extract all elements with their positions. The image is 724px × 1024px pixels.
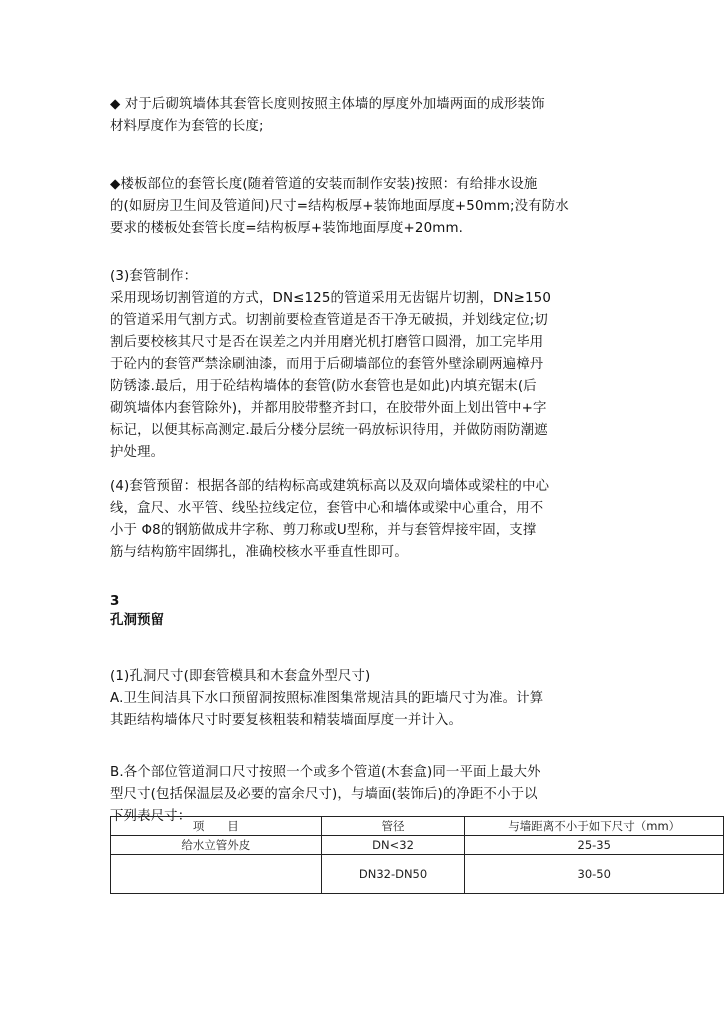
paragraph-sleeve-fabrication: (3)套管制作： 采用现场切割管道的方式，DN≤125的管道采用无齿锯片切割，DN≥150 的管道采用气割方式。切割前要检查管道是否干净无破损，并划线定位;切 割后要校核其尺寸是否在误差之内并用磨光机打磨管口圆滑，加工完毕用 于砼内的套管严禁涂刷油漆，而用于后砌墙部位的套管外壁涂刷两遍樟丹 防锈漆.最后，用于砼结构墙体的套管(防水套管也是如此)内填充锯末(后 砌筑墙体内套管除外)，并都用胶带整齐封口，在胶带外面上划出管中+字 标记，以便其标高测定.最后分楼分层统一码放标识待用，并做防雨防潮遮 护处理。: [110, 269, 551, 460]
table-cell-distance: 25-35: [465, 836, 724, 855]
table-row: [111, 836, 724, 855]
table-header-distance: 与墙距离不小于如下尺寸（mm）: [465, 817, 724, 836]
table-cell-item: 给水立管外皮: [111, 836, 322, 855]
table-cell-distance: 30-50: [465, 855, 724, 894]
paragraph-hole-size: (1)孔洞尺寸(即套管模具和木套盒外型尺寸) A.卫生间洁具下水口预留洞按照标准图集常规洁具的距墙尺寸为准。计算 其距结构墙体尺寸时要复核粗装和精装墙面厚度一并计入。: [110, 669, 544, 728]
table-cell-item-empty: [111, 855, 322, 894]
table-header-diameter: 管径: [321, 817, 465, 836]
section-title: 孔洞预留: [110, 612, 164, 628]
table-row: [111, 855, 724, 894]
paragraph-wall-sleeve-length: ◆ 对于后砌筑墙体其套管长度则按照主体墙的厚度外加墙两面的成形装饰 材料厚度作为套管的长度;: [110, 97, 545, 134]
paragraph-floor-sleeve-length: ◆楼板部位的套管长度(随着管道的安装而制作安装)按照：有给排水设施 的(如厨房卫生间及管道间)尺寸=结构板厚+装饰地面厚度+50mm;没有防水 要求的楼板处套管长度=结构板厚+装饰地面厚度+20mm.: [110, 177, 569, 236]
table-cell-diameter: DN<32: [321, 836, 465, 855]
table-header-row: [111, 817, 724, 836]
paragraph-sleeve-reservation: (4)套管预留：根据各部的结构标高或建筑标高以及双向墙体或梁柱的中心 线，盒尺、水平管、线坠拉线定位，套管中心和墙体或梁中心重合，用不 小于 Φ8的钢筋做成井字称、剪刀称或U型称，并与套管焊接牢固，支撑 筋与结构筋牢固绑扎，准确校核水平垂直性即可。: [110, 479, 550, 560]
paragraph-opening-clearance: B.各个部位管道洞口尺寸按照一个或多个管道(木套盒)同一平面上最大外 型尺寸(包括保温层及必要的富余尺寸)，与墙面(装饰后)的净距不小于以 下列表尺寸：: [110, 765, 541, 824]
clearance-table: [110, 816, 724, 894]
table-cell-diameter: DN32-DN50: [321, 855, 465, 894]
section-number: 3: [110, 593, 120, 609]
table-header-item: 项 目: [111, 817, 322, 836]
